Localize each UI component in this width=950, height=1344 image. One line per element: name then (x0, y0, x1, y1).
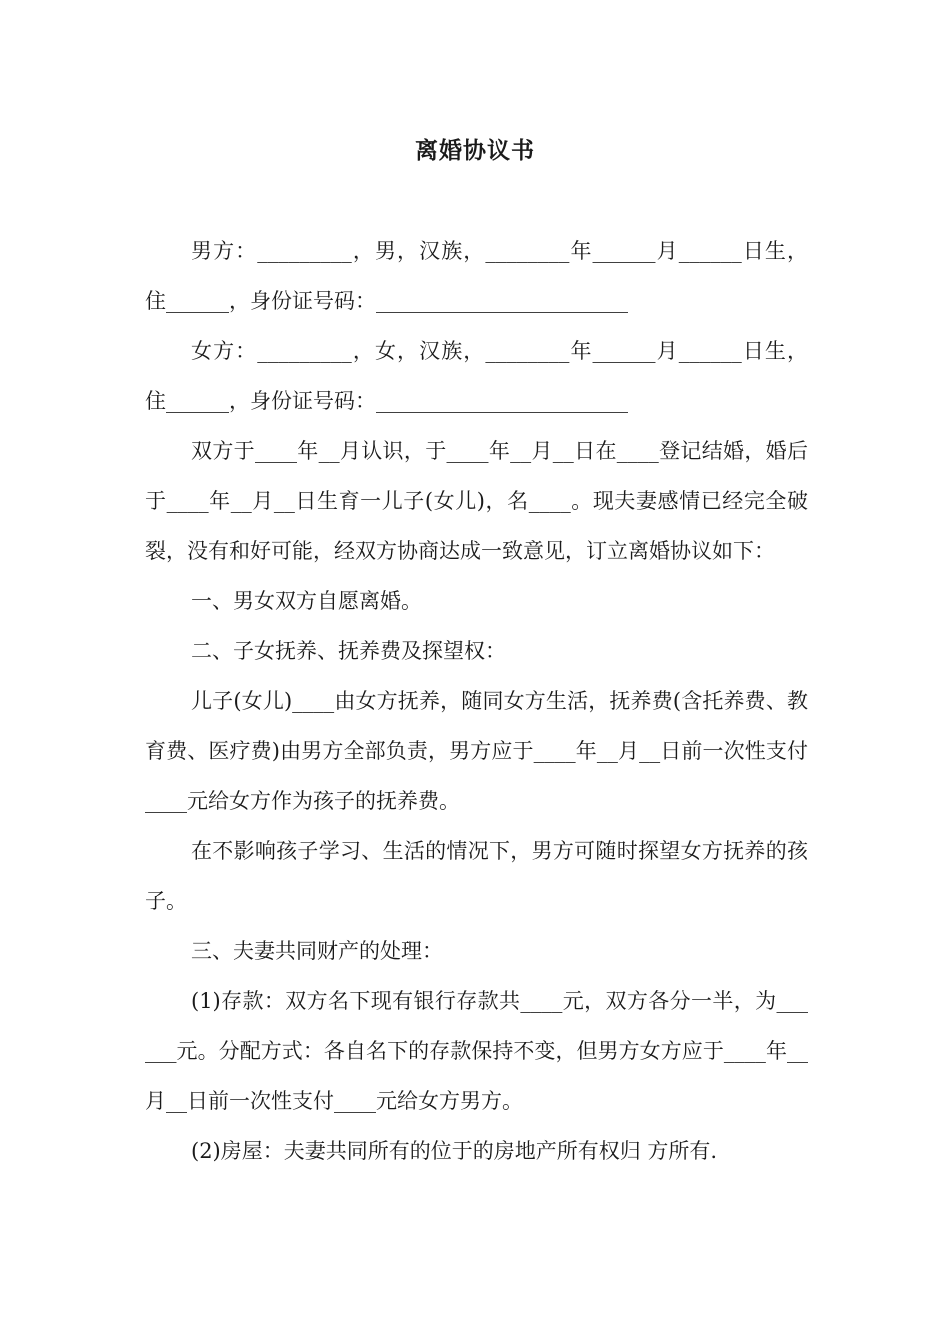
document-body (145, 226, 815, 1176)
visitation-paragraph: 在不影响孩子学习、生活的情况下，男方可随时探望女方抚养的孩子。 (145, 839, 808, 913)
clause-3-heading: 三、夫妻共同财产的处理： (191, 939, 443, 963)
female-party-info: 女方：_________，女，汉族，________年______月______日生，住______，身份证号码：________________________ (145, 339, 808, 413)
marriage-background: 双方于____年__月认识，于____年__月__日在____登记结婚，婚后于____年__月__日生育一儿子(女儿)，名____。现夫妻感情已经完全破裂，没有和好可能，经双方协商达成一致意见，订立离婚协议如下： (145, 439, 808, 563)
house-paragraph: (2)房屋：夫妻共同所有的位于的房地产所有权归 方所有. (191, 1139, 718, 1163)
child-custody-paragraph: 儿子(女儿)____由女方抚养，随同女方生活，抚养费(含托养费、教育费、医疗费)由男方全部负责，男方应于____年__月__日前一次性支付 ____元给女方作为孩子的抚养费。 (145, 689, 815, 813)
document-title: 离婚协议书 (415, 138, 535, 164)
clause-2-heading: 二、子女抚养、抚养费及探望权： (191, 639, 506, 663)
male-party-info: 男方：_________，男，汉族，________年______月______日生，住______，身份证号码：________________________ (145, 239, 808, 313)
savings-paragraph: (1)存款：双方名下现有银行存款共____元，双方各分一半，为______元。分配方式：各自名下的存款保持不变，但男方女方应于____年__ 月__日前一次性支付____元给女方男方。 (145, 989, 815, 1113)
clause-1-voluntary-divorce: 一、男女双方自愿离婚。 (191, 589, 422, 613)
